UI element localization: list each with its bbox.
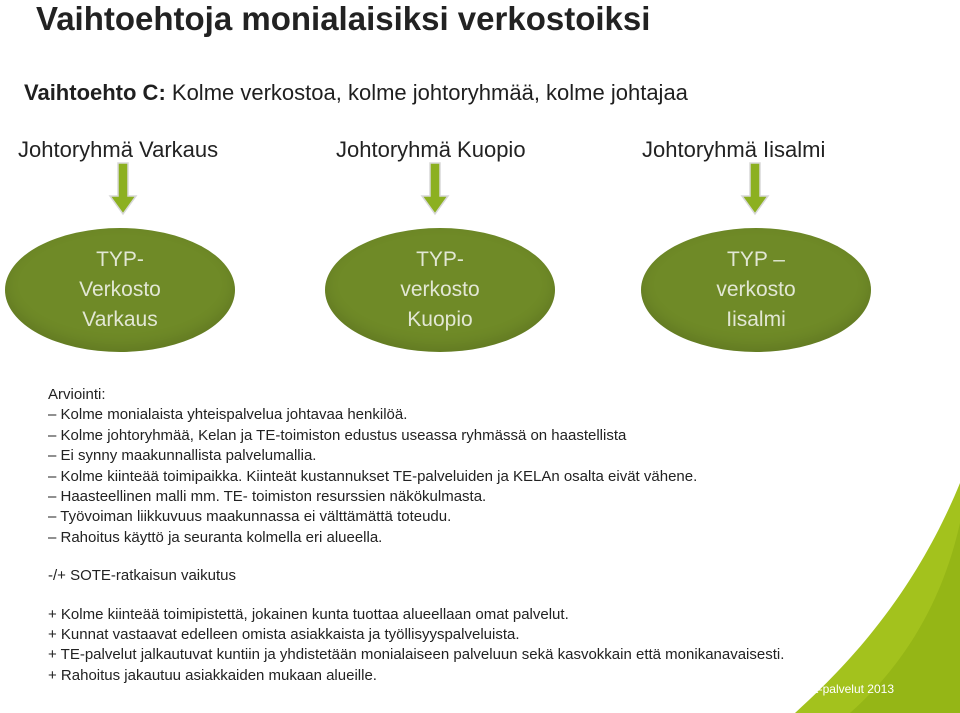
corner-decoration [700, 483, 960, 713]
assessment-item: – Haasteellinen malli mm. TE- toimiston resurssien näkökulmasta. [48, 487, 487, 505]
page-title: Vaihtoehtoja monialaisiksi verkostoiksi [36, 0, 651, 37]
assessment-item: – Kolme monialaista yhteispalvelua johtavaa henkilöä. [48, 406, 408, 424]
group-label-iisalmi: Johtoryhmä Iisalmi [642, 137, 826, 162]
sote-item: + TE-palvelut jalkautuvat kuntiin ja yhdistetään monialaiseen palveluun sekä kasvokkain että monikanavaisesti. [48, 646, 785, 664]
oval-line: TYP – [727, 248, 785, 271]
oval-line: Iisalmi [726, 308, 786, 331]
assessment-item: – Työvoiman liikkuvuus maakunnassa ei välttämättä toteudu. [48, 508, 452, 526]
sote-heading: -/+ SOTE-ratkaisun vaikutus [48, 567, 236, 585]
sote-item: + Kolme kiinteää toimipistettä, jokainen kunta tuottaa alueellaan omat palvelut. [48, 605, 569, 623]
down-arrow-icon [108, 162, 138, 216]
oval-line: Varkaus [82, 308, 158, 331]
assessment-item: – Ei synny maakunnallista palvelumallia. [48, 447, 317, 465]
network-oval-varkaus [5, 228, 235, 352]
group-label-varkaus: Johtoryhmä Varkaus [18, 137, 219, 162]
assessment-item: – Kolme johtoryhmää, Kelan ja TE-toimiston edustus useassa ryhmässä on haastellista [48, 426, 627, 444]
sote-item: + Rahoitus jakautuu asiakkaiden mukaan alueille. [48, 666, 377, 684]
oval-line: Verkosto [79, 278, 161, 301]
oval-line: verkosto [400, 278, 480, 301]
subtitle [24, 80, 688, 106]
assessment-item: – Kolme kiinteää toimipaikka. Kiinteät kustannukset TE-palveluiden ja KELAn osalta eivät vähene. [48, 467, 698, 485]
subtitle-prefix: Vaihtoehto C: [24, 80, 166, 105]
group-label-kuopio: Johtoryhmä Kuopio [336, 137, 526, 162]
subtitle-text: Kolme verkostoa, kolme johtoryhmää, kolme johtajaa [165, 80, 688, 105]
down-arrow-icon [420, 162, 450, 216]
network-oval-iisalmi [641, 228, 871, 352]
assessment-item: – Rahoitus käyttö ja seuranta kolmella eri alueella. [48, 528, 383, 546]
oval-line: verkosto [716, 278, 796, 301]
network-oval-kuopio [325, 228, 555, 352]
oval-line: Kuopio [407, 308, 473, 331]
sote-item: + Kunnat vastaavat edelleen omista asiakkaista ja työllisyyspalveluista. [48, 625, 520, 643]
down-arrow-icon [740, 162, 770, 216]
assessment-heading: Arviointi: [48, 386, 106, 403]
footer-copyright: © TE-palvelut 2013 [791, 682, 894, 696]
oval-line: TYP- [96, 248, 144, 271]
oval-line: TYP- [416, 248, 464, 271]
